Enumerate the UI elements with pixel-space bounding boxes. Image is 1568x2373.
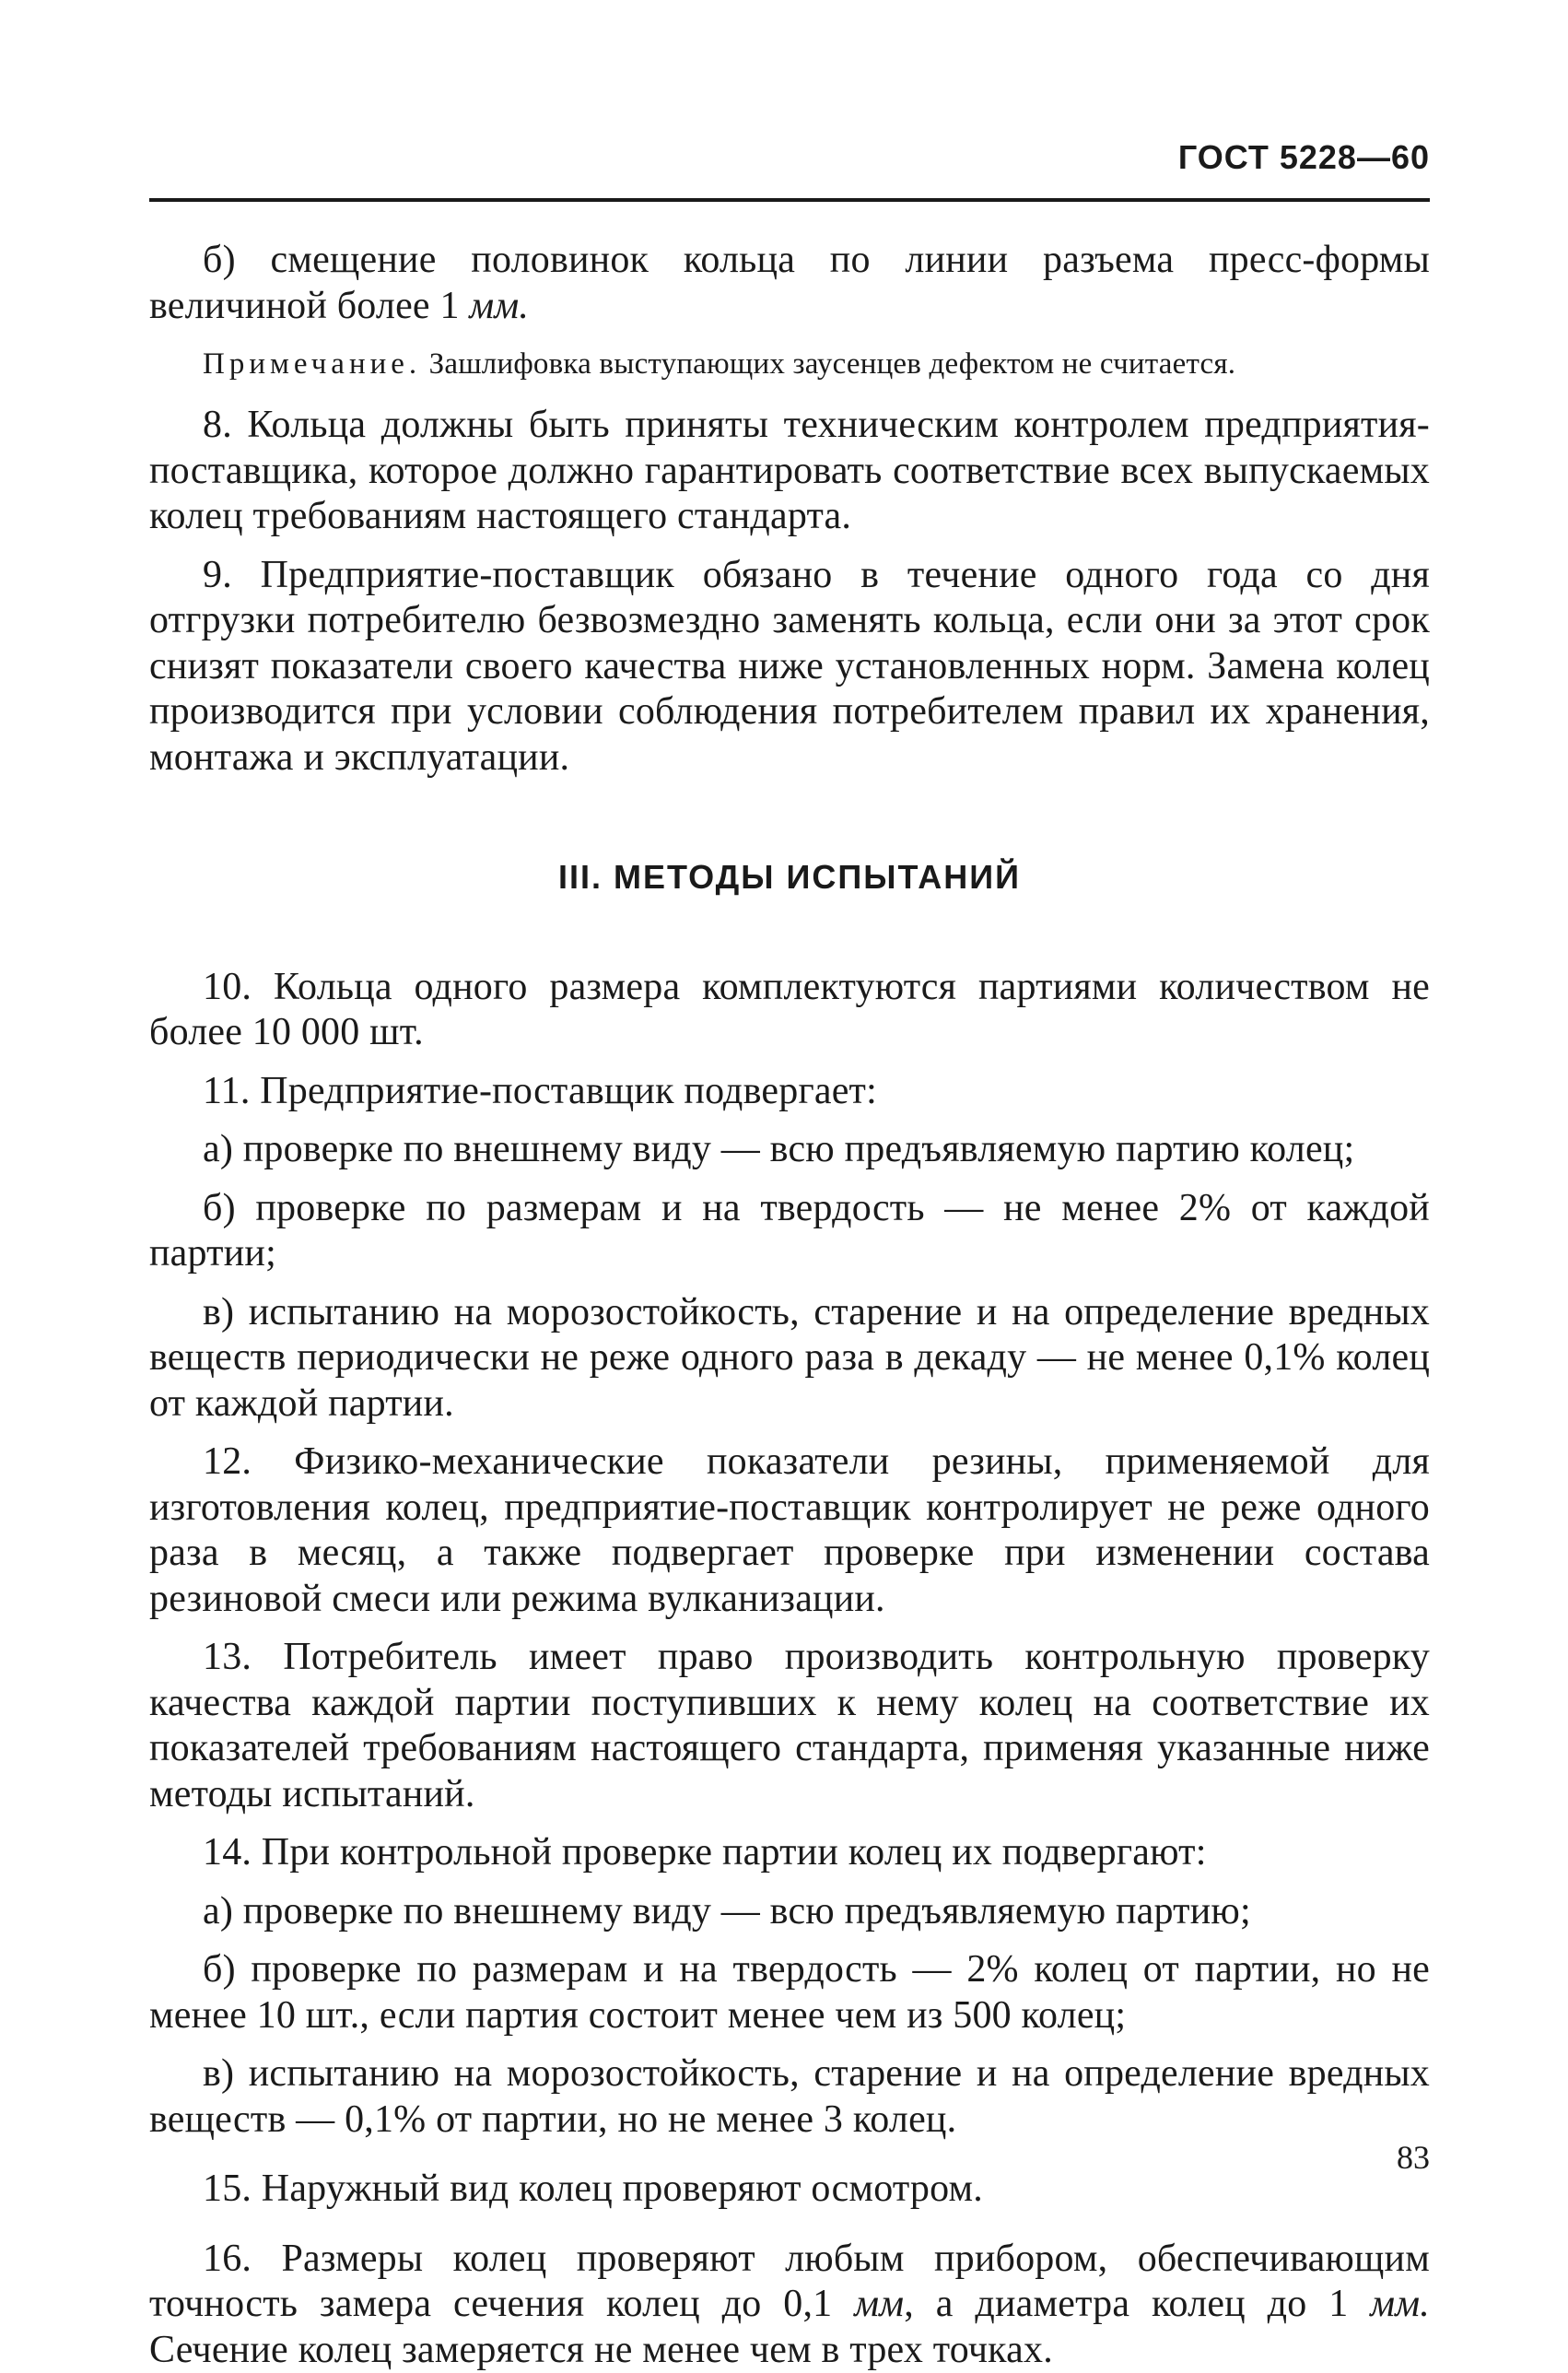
paragraph-9: 9. Предприятие-поставщик обязано в течение одного года со дня отгрузки потребителю безвозмездно заменять кольца, если они за этот срок снизят показатели своего качества ниже установленных норм. Замена колец производится при условии соблюдения потребителем правил их хранения, монтажа и эксплуатации. [149,553,1430,781]
page-header [149,138,1430,194]
document-body [149,238,1430,2373]
unit-mm: мм. [469,285,529,327]
unit-mm: мм. [1370,2283,1430,2325]
standard-number: 5228—60 [1280,138,1430,176]
header-rule [149,198,1430,202]
paragraph-16-text-2: , а диаметра колец до 1 [904,2283,1370,2325]
paragraph-16 [149,2237,1430,2373]
paragraph-11a: а) проверке по внешнему виду — всю предъявляемую партию колец; [149,1127,1430,1173]
standard-label: ГОСТ [1178,138,1270,176]
section-title: III. МЕТОДЫ ИСПЫТАНИЙ [149,854,1430,900]
paragraph-14a: а) проверке по внешнему виду — всю предъявляемую партию; [149,1889,1430,1935]
paragraph-11b: б) проверке по размерам и на твердость — не менее 2% от каждой партии; [149,1186,1430,1277]
paragraph-10: 10. Кольца одного размера комплектуются партиями количеством не более 10 000 шт. [149,965,1430,1056]
paragraph-13: 13. Потребитель имеет право производить контрольную проверку качества каждой партии поступивших к нему колец на соответствие их показателей требованиям настоящего стандарта, применяя указанные ниже методы испытаний. [149,1635,1430,1817]
paragraph-14c: в) испытанию на морозостойкость, старение и на определение вредных веществ — 0,1% от партии, но не менее 3 колец. [149,2051,1430,2143]
note-text: Зашлифовка выступающих заусенцев дефектом не считается. [421,347,1235,381]
paragraph-8: 8. Кольца должны быть приняты техническим контролем предприятия-поставщика, которое должно гарантировать соответствие всех выпускаемых колец требованиям настоящего стандарта. [149,403,1430,540]
note-label: Примечание. [203,347,421,381]
unit-mm: мм [854,2283,904,2325]
paragraph-16-text-3: Сечение колец замеряется не менее чем в трех точках. [149,2329,1053,2371]
paragraph-11c: в) испытанию на морозостойкость, старение и на определение вредных веществ периодически не реже одного раза в декаду — не менее 0,1% колец от каждой партии. [149,1290,1430,1427]
paragraph-12: 12. Физико-механические показатели резины, применяемой для изготовления колец, предприятие-поставщик контролирует не реже одного раза в месяц, а также подвергает проверке при изменении состава резиновой смеси или режима вулканизации. [149,1439,1430,1622]
paragraph-b-offset [149,238,1430,329]
page-number: 83 [1397,2138,1430,2177]
paragraph-14: 14. При контрольной проверке партии колец их подвергают: [149,1830,1430,1876]
paragraph-15: 15. Наружный вид колец проверяют осмотром. [149,2167,1430,2213]
standard-designation [1178,138,1430,177]
paragraph-text: б) смещение половинок кольца по линии разъема пресс-формы величиной более 1 [149,239,1430,327]
paragraph-11: 11. Предприятие-поставщик подвергает: [149,1069,1430,1115]
note [149,346,1430,382]
paragraph-14b: б) проверке по размерам и на твердость — 2% колец от партии, но не менее 10 шт., если партия состоит менее чем из 500 колец; [149,1947,1430,2038]
paragraph-16-text-1: 16. Размеры колец проверяют любым прибором, обеспечивающим точность замера сечения колец до 0,1 [149,2238,1430,2326]
